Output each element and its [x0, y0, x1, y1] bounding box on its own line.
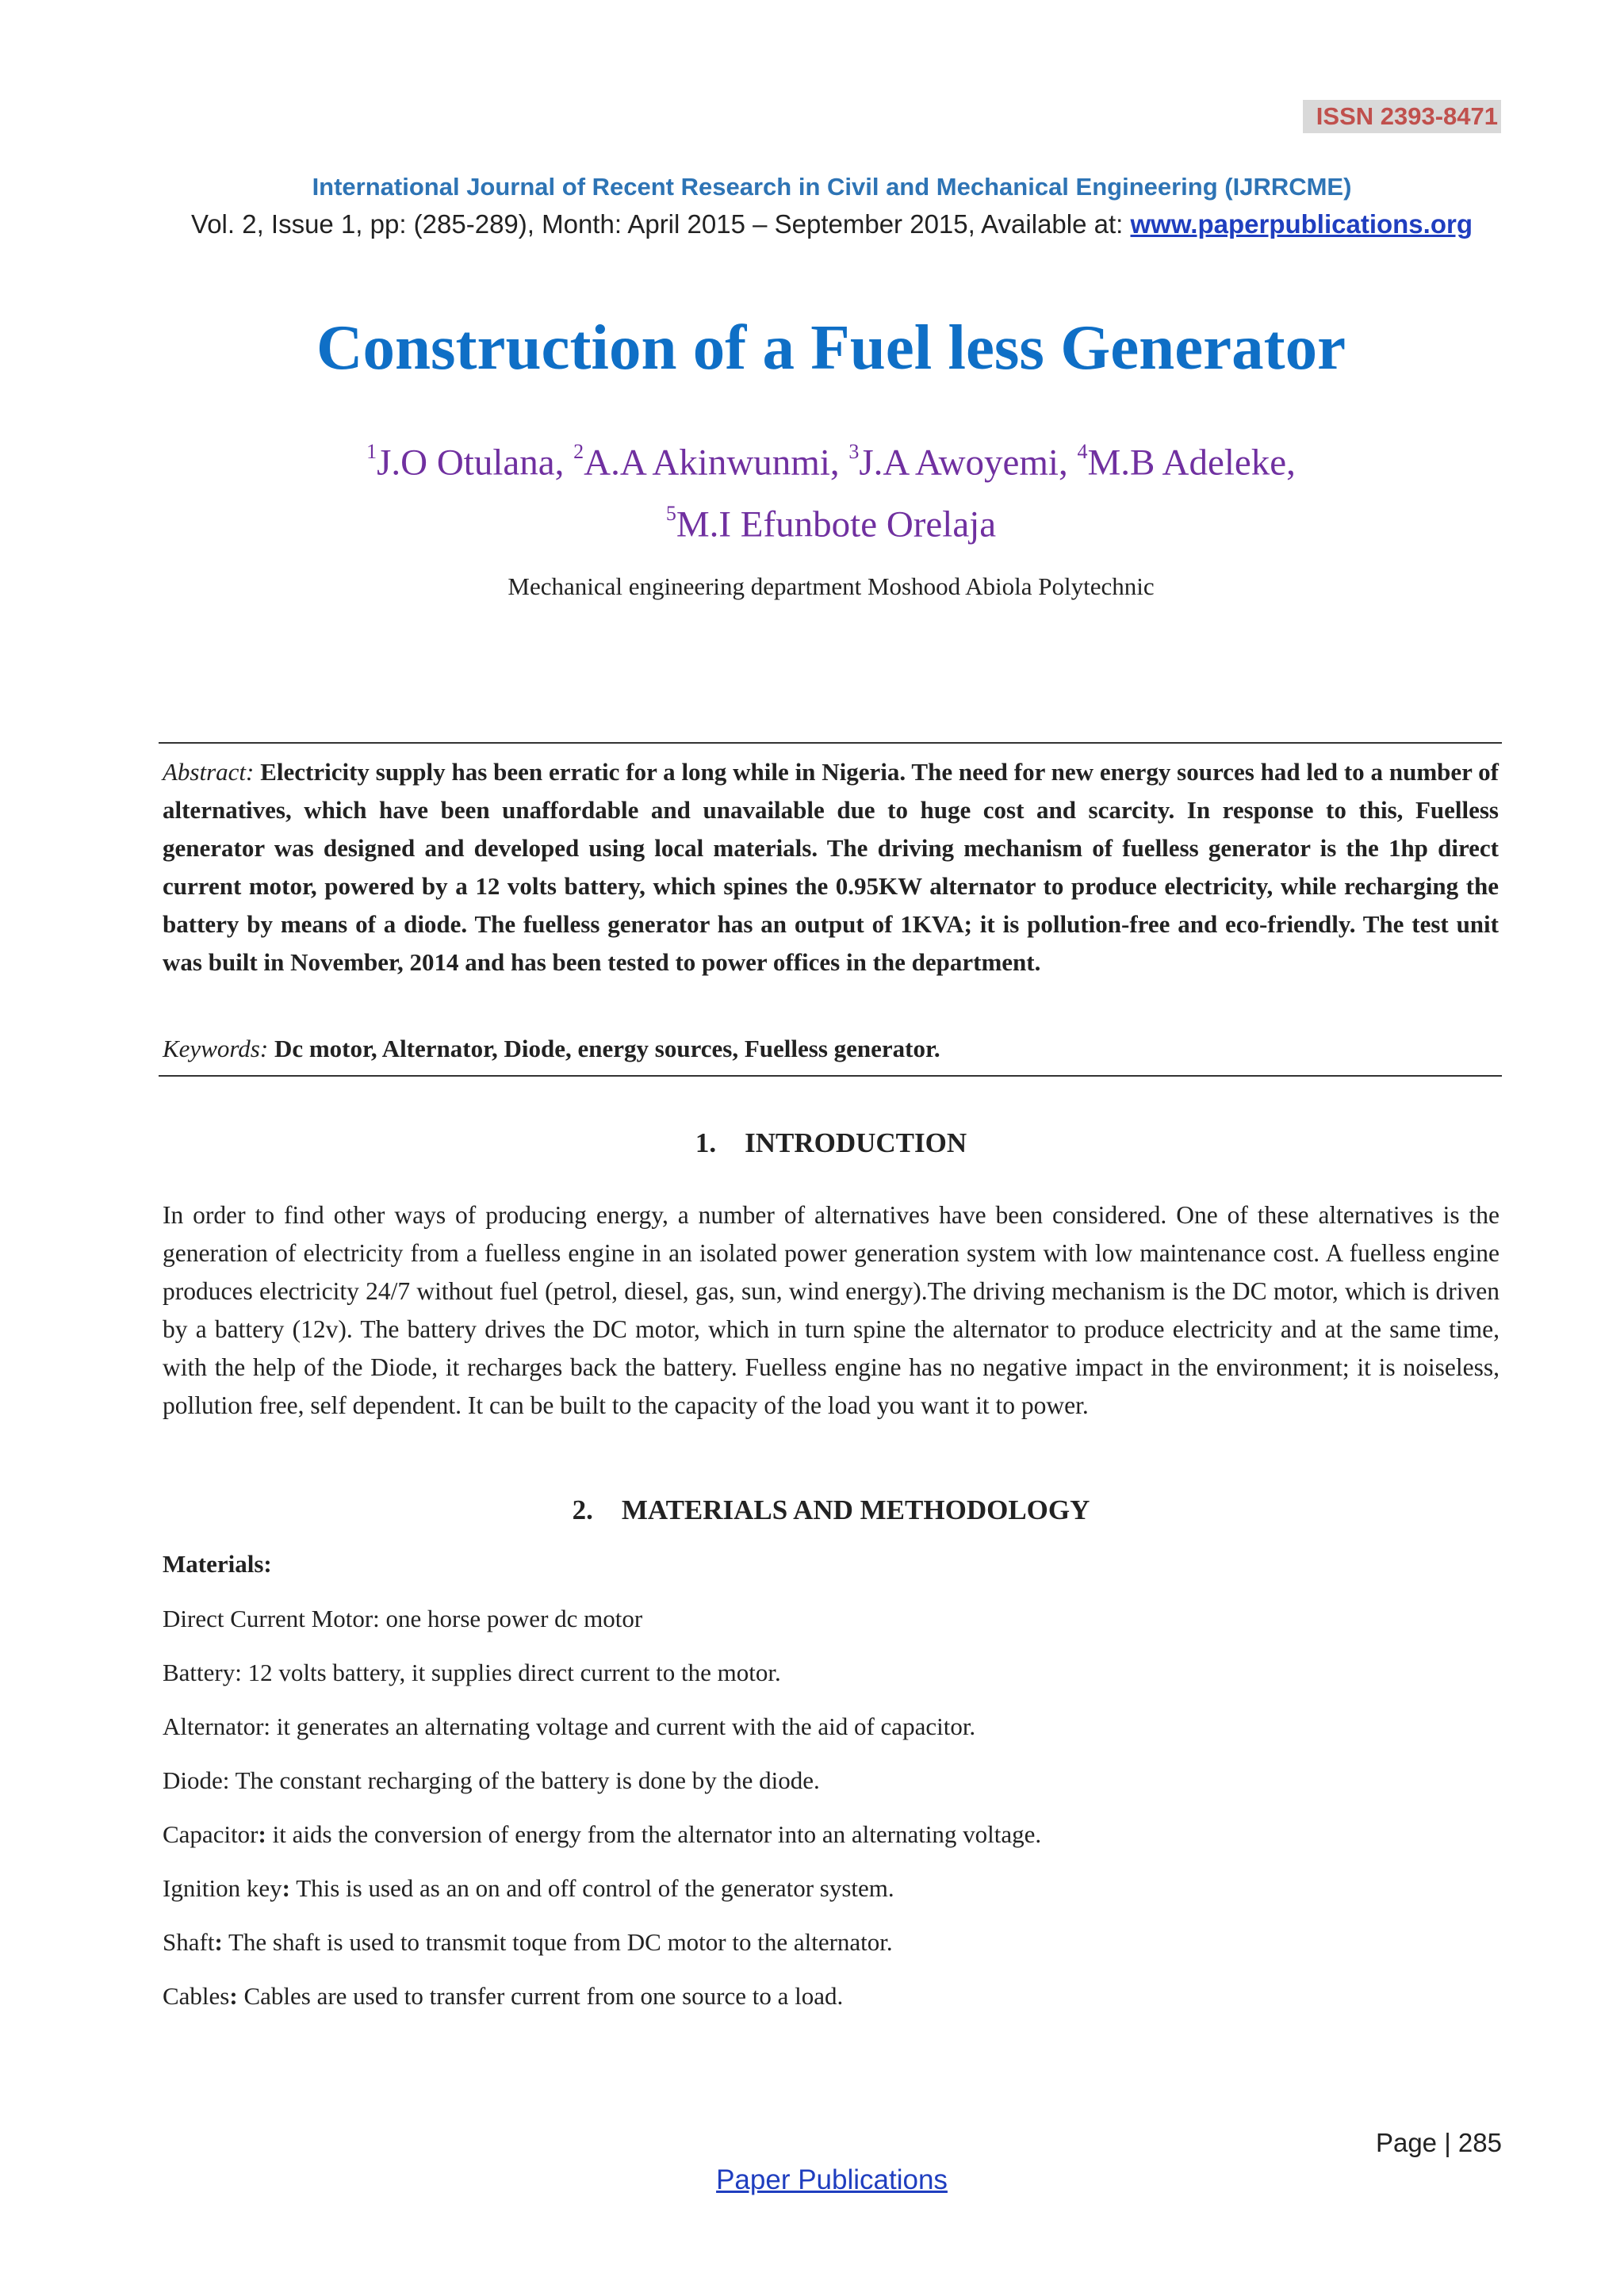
- material-term: Direct Current Motor:: [163, 1605, 380, 1632]
- material-term: Capacitor: [163, 1820, 259, 1848]
- material-item: Shaft: The shaft is used to transmit toque from DC motor to the alternator.: [163, 1928, 893, 1956]
- abstract-bottom-rule: [159, 1075, 1502, 1077]
- author-name: A.A Akinwunmi,: [584, 442, 840, 484]
- author-line-1: [0, 428, 1624, 490]
- material-desc: one horse power dc motor: [379, 1605, 643, 1632]
- abstract-label: Abstract:: [163, 758, 255, 786]
- author-sup: 1: [366, 440, 377, 463]
- author-sup: 5: [665, 501, 676, 525]
- materials-label: Materials:: [163, 1550, 272, 1578]
- section-title: MATERIALS AND METHODOLOGY: [621, 1494, 1090, 1525]
- author-sup: 2: [573, 440, 584, 463]
- material-desc: it generates an alternating voltage and current with the aid of capacitor.: [270, 1712, 976, 1740]
- author-name: J.A Awoyemi,: [859, 442, 1068, 484]
- material-item: [163, 1766, 820, 1795]
- affiliation: Mechanical engineering department Moshood Abiola Polytechnic: [508, 572, 1155, 600]
- material-desc: 12 volts battery, it supplies direct current to the motor.: [241, 1659, 781, 1686]
- publisher-link[interactable]: Paper Publications: [716, 2164, 948, 2195]
- material-term: Ignition key: [163, 1874, 282, 1902]
- material-desc: The constant recharging of the battery is done by the diode.: [229, 1766, 820, 1794]
- material-desc: The shaft is used to transmit toque from DC motor to the alternator.: [222, 1928, 893, 1956]
- journal-info-text: Vol. 2, Issue 1, pp: (285-289), Month: April 2015 – September 2015, Available at:: [191, 209, 1131, 239]
- material-desc: This is used as an on and off control of the generator system.: [290, 1874, 894, 1902]
- publisher-footer: [0, 2164, 1624, 2196]
- author-name: M.B Adeleke,: [1087, 442, 1296, 484]
- material-item: [163, 1659, 781, 1687]
- material-term: Shaft: [163, 1928, 215, 1956]
- author-name: J.O Otulana,: [377, 442, 565, 484]
- abstract-top-rule: [159, 742, 1502, 744]
- paper-title: Construction of a Fuel less Generator: [316, 312, 1346, 383]
- material-desc: it aids the conversion of energy from the alternator into an alternating voltage.: [266, 1820, 1042, 1848]
- journal-name: International Journal of Recent Research in Civil and Mechanical Engineering (IJRRCME): [312, 173, 1352, 201]
- material-item: Ignition key: This is used as an on and off control of the generator system.: [163, 1874, 894, 1902]
- author-list: [0, 428, 1624, 551]
- material-term: Battery:: [163, 1659, 242, 1686]
- material-item: [163, 1605, 642, 1633]
- section-number: 1.: [695, 1127, 717, 1158]
- author-sup: 4: [1077, 440, 1088, 463]
- material-item: [163, 1712, 975, 1741]
- section-number: 2.: [572, 1494, 593, 1525]
- section-heading-materials: [0, 1494, 1624, 1526]
- page-number: Page | 285: [1375, 2128, 1502, 2157]
- material-term: Cables: [163, 1982, 230, 2010]
- section-heading-introduction: [0, 1127, 1624, 1159]
- material-term: Alternator:: [163, 1712, 271, 1740]
- material-desc: Cables are used to transfer current from one source to a load.: [237, 1982, 844, 2010]
- material-item: Cables: Cables are used to transfer current from one source to a load.: [163, 1982, 844, 2010]
- keywords: [163, 1035, 1499, 1063]
- section-title: INTRODUCTION: [745, 1127, 967, 1158]
- abstract-text: Electricity supply has been erratic for a long while in Nigeria. The need for new energy sources had led to a number of alternatives, which have been unaffordable and unavailable due to huge cost and scarcity. In response to this, Fuelless generator was designed and developed using local materials. The driving mechanism of fuelless generator is the 1hp direct current motor, powered by a 12 volts battery, which spines the 0.95KW alternator to produce electricity, while recharging the battery by means of a diode. The fuelless generator has an output of 1KVA; it is pollution-free and eco-friendly. The test unit was built in November, 2014 and has been tested to power offices in the department.: [163, 758, 1500, 976]
- material-term: Diode:: [163, 1766, 230, 1794]
- author-sup: 3: [848, 440, 860, 463]
- journal-website-link[interactable]: www.paperpublications.org: [1130, 209, 1473, 239]
- material-item: Capacitor: it aids the conversion of energy from the alternator into an alternating voltage.: [163, 1820, 1042, 1848]
- abstract: [163, 753, 1499, 982]
- issn-label: ISSN 2393-8471: [1303, 100, 1501, 133]
- introduction-paragraph: In order to find other ways of producing energy, a number of alternatives have been considered. One of these alternatives is the generation of electricity from a fuelless engine in an isolated power generation system with low maintenance cost. A fuelless engine produces electricity 24/7 without fuel (petrol, diesel, gas, sun, wind energy).The driving mechanism is the DC motor, which is driven by a battery (12v). The battery drives the DC motor, which in turn spine the alternator to produce electricity and at the same time, with the help of the Diode, it recharges back the battery. Fuelless engine has no negative impact in the environment; it is noiseless, pollution free, self dependent. It can be built to the capacity of the load you want it to power.: [163, 1201, 1500, 1419]
- keywords-label: Keywords:: [163, 1035, 269, 1062]
- keywords-text: Dc motor, Alternator, Diode, energy sources, Fuelless generator.: [274, 1035, 940, 1062]
- author-name: M.I Efunbote Orelaja: [676, 503, 997, 545]
- journal-info: [0, 209, 1624, 239]
- author-line-2: [0, 490, 1624, 552]
